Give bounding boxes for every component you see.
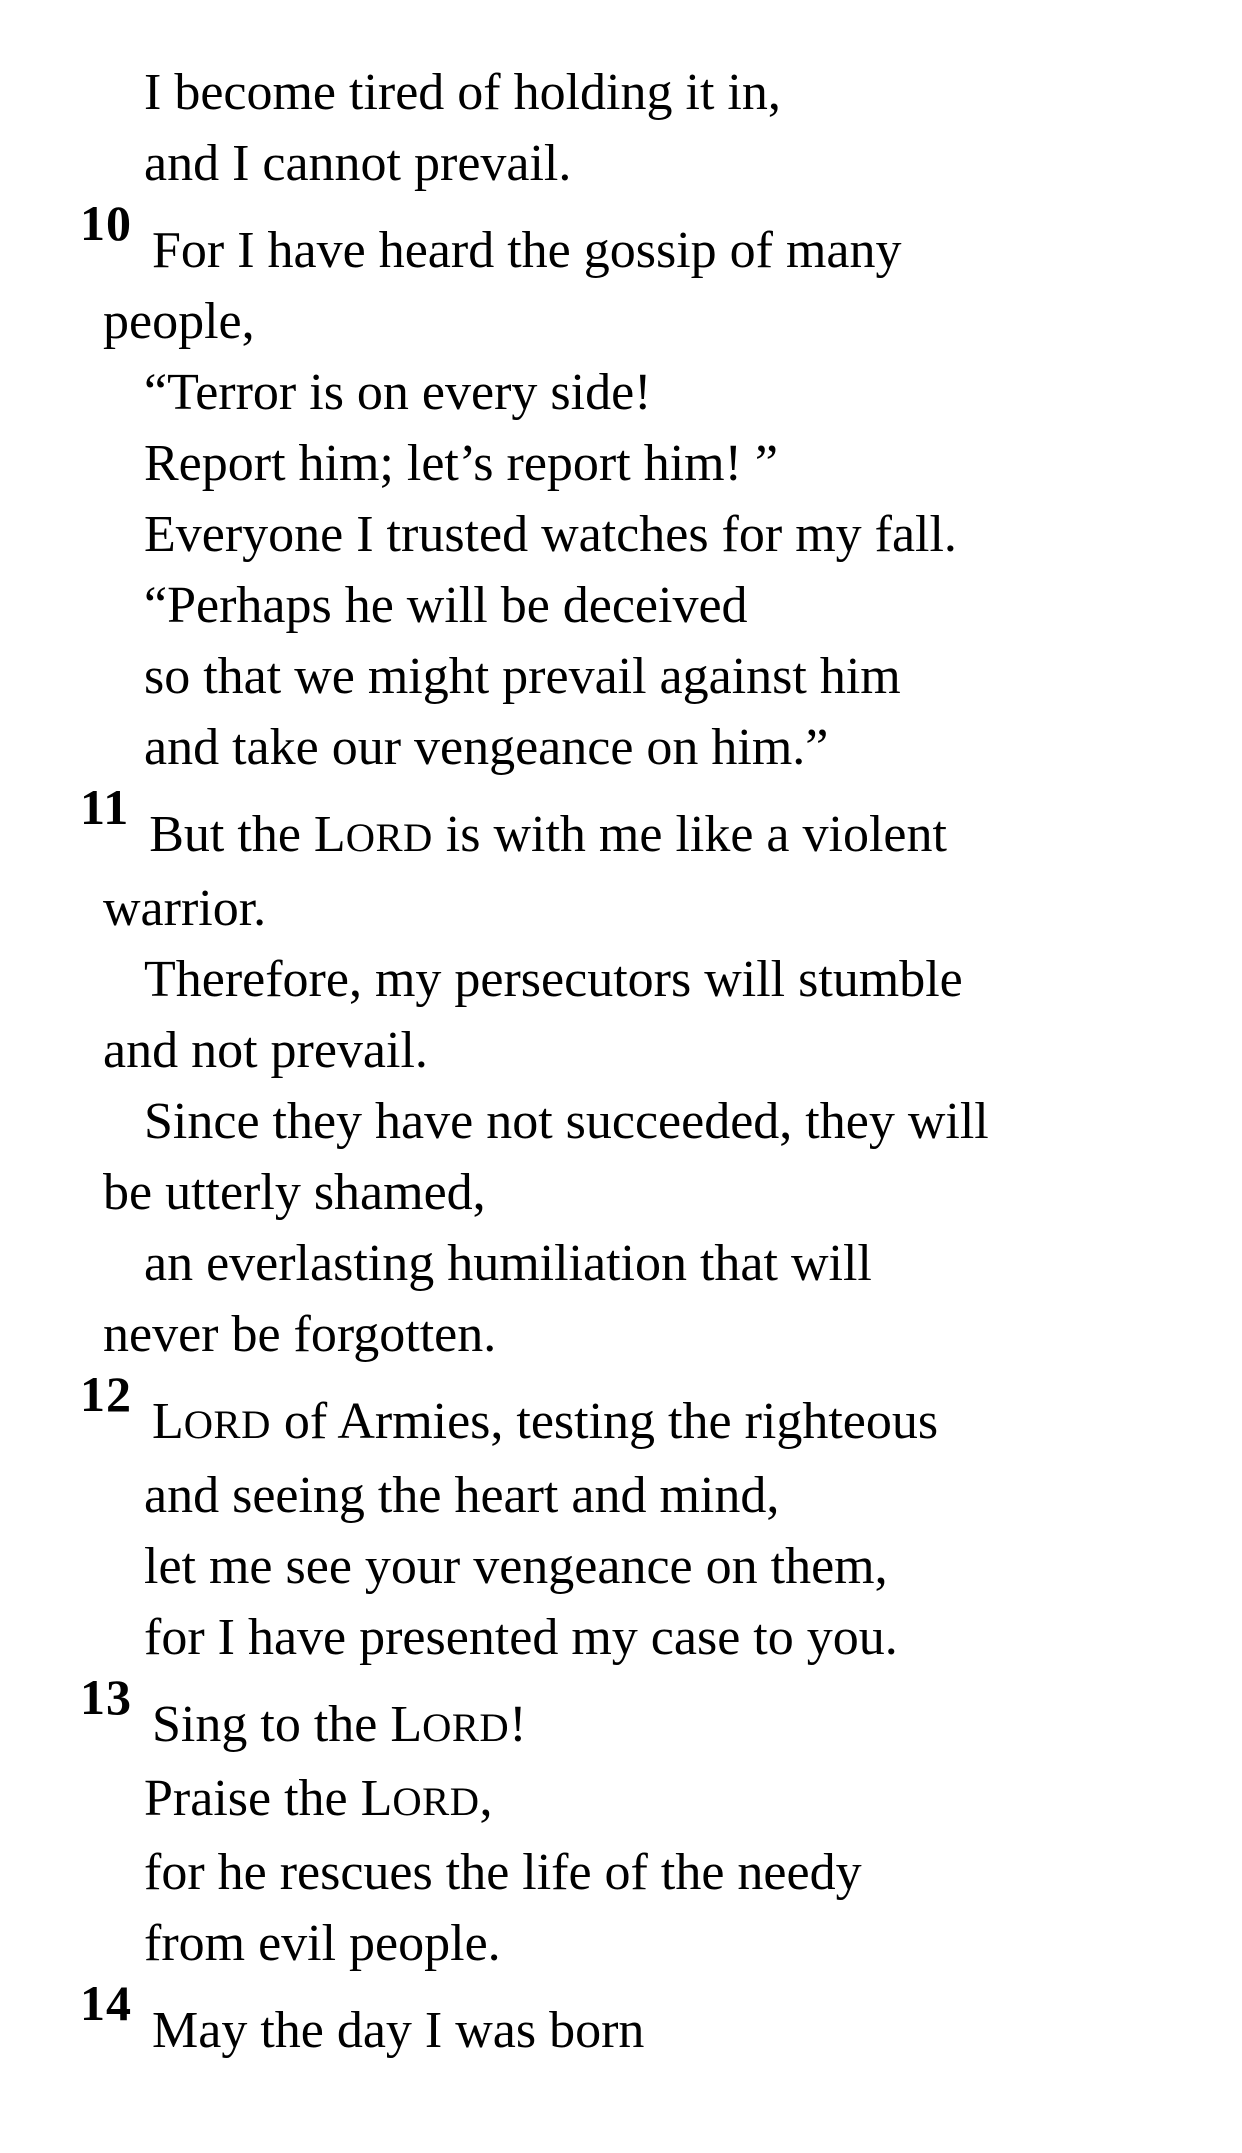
divine-name-smallcaps: LORD <box>313 806 433 863</box>
verse-line[interactable]: 12 LORD of Armies, testing the righteous <box>80 1366 939 1450</box>
poetry-line[interactable]: Everyone I trusted watches for my fall. <box>144 506 957 563</box>
poetry-line[interactable]: an everlasting humiliation that will <box>144 1235 872 1292</box>
verse-line[interactable]: 11 But the LORD is with me like a violent <box>80 779 947 863</box>
poetry-line[interactable]: “Terror is on every side! <box>144 364 652 421</box>
poetry-line[interactable]: Therefore, my persecutors will stumble <box>144 951 963 1008</box>
poetry-line[interactable]: so that we might prevail against him <box>144 648 901 705</box>
poetry-line[interactable]: warrior. <box>103 880 267 937</box>
divine-name-smallcaps: LORD <box>152 1393 271 1450</box>
verse-line[interactable]: 13 Sing to the LORD! <box>80 1669 527 1753</box>
poetry-line[interactable]: Praise the LORD, <box>144 1770 493 1827</box>
poetry-line[interactable]: never be forgotten. <box>103 1306 497 1363</box>
poetry-line[interactable]: and not prevail. <box>103 1022 428 1079</box>
poetry-line[interactable]: let me see your vengeance on them, <box>144 1538 888 1595</box>
poetry-line[interactable]: people, <box>103 293 255 350</box>
poetry-line[interactable]: be utterly shamed, <box>103 1164 486 1221</box>
poetry-line[interactable]: from evil people. <box>144 1915 501 1972</box>
divine-name-smallcaps: LORD <box>390 1696 510 1753</box>
poetry-line[interactable]: Since they have not succeeded, they will <box>144 1093 989 1150</box>
poetry-line[interactable]: for I have presented my case to you. <box>144 1609 898 1666</box>
poetry-line[interactable]: Report him; let’s report him! ” <box>144 435 778 492</box>
poetry-line[interactable]: and seeing the heart and mind, <box>144 1467 780 1524</box>
poetry-line[interactable]: and I cannot prevail. <box>144 135 572 192</box>
poetry-line[interactable]: “Perhaps he will be deceived <box>144 577 748 634</box>
poetry-line[interactable]: and take our vengeance on him.” <box>144 719 829 776</box>
divine-name-smallcaps: LORD <box>360 1770 480 1827</box>
verse-line[interactable]: 14 May the day I was born <box>80 1975 645 2059</box>
verse-line[interactable]: 10 For I have heard the gossip of many <box>80 195 902 279</box>
poetry-line[interactable]: I become tired of holding it in, <box>144 64 781 121</box>
poetry-line[interactable]: for he rescues the life of the needy <box>144 1844 862 1901</box>
